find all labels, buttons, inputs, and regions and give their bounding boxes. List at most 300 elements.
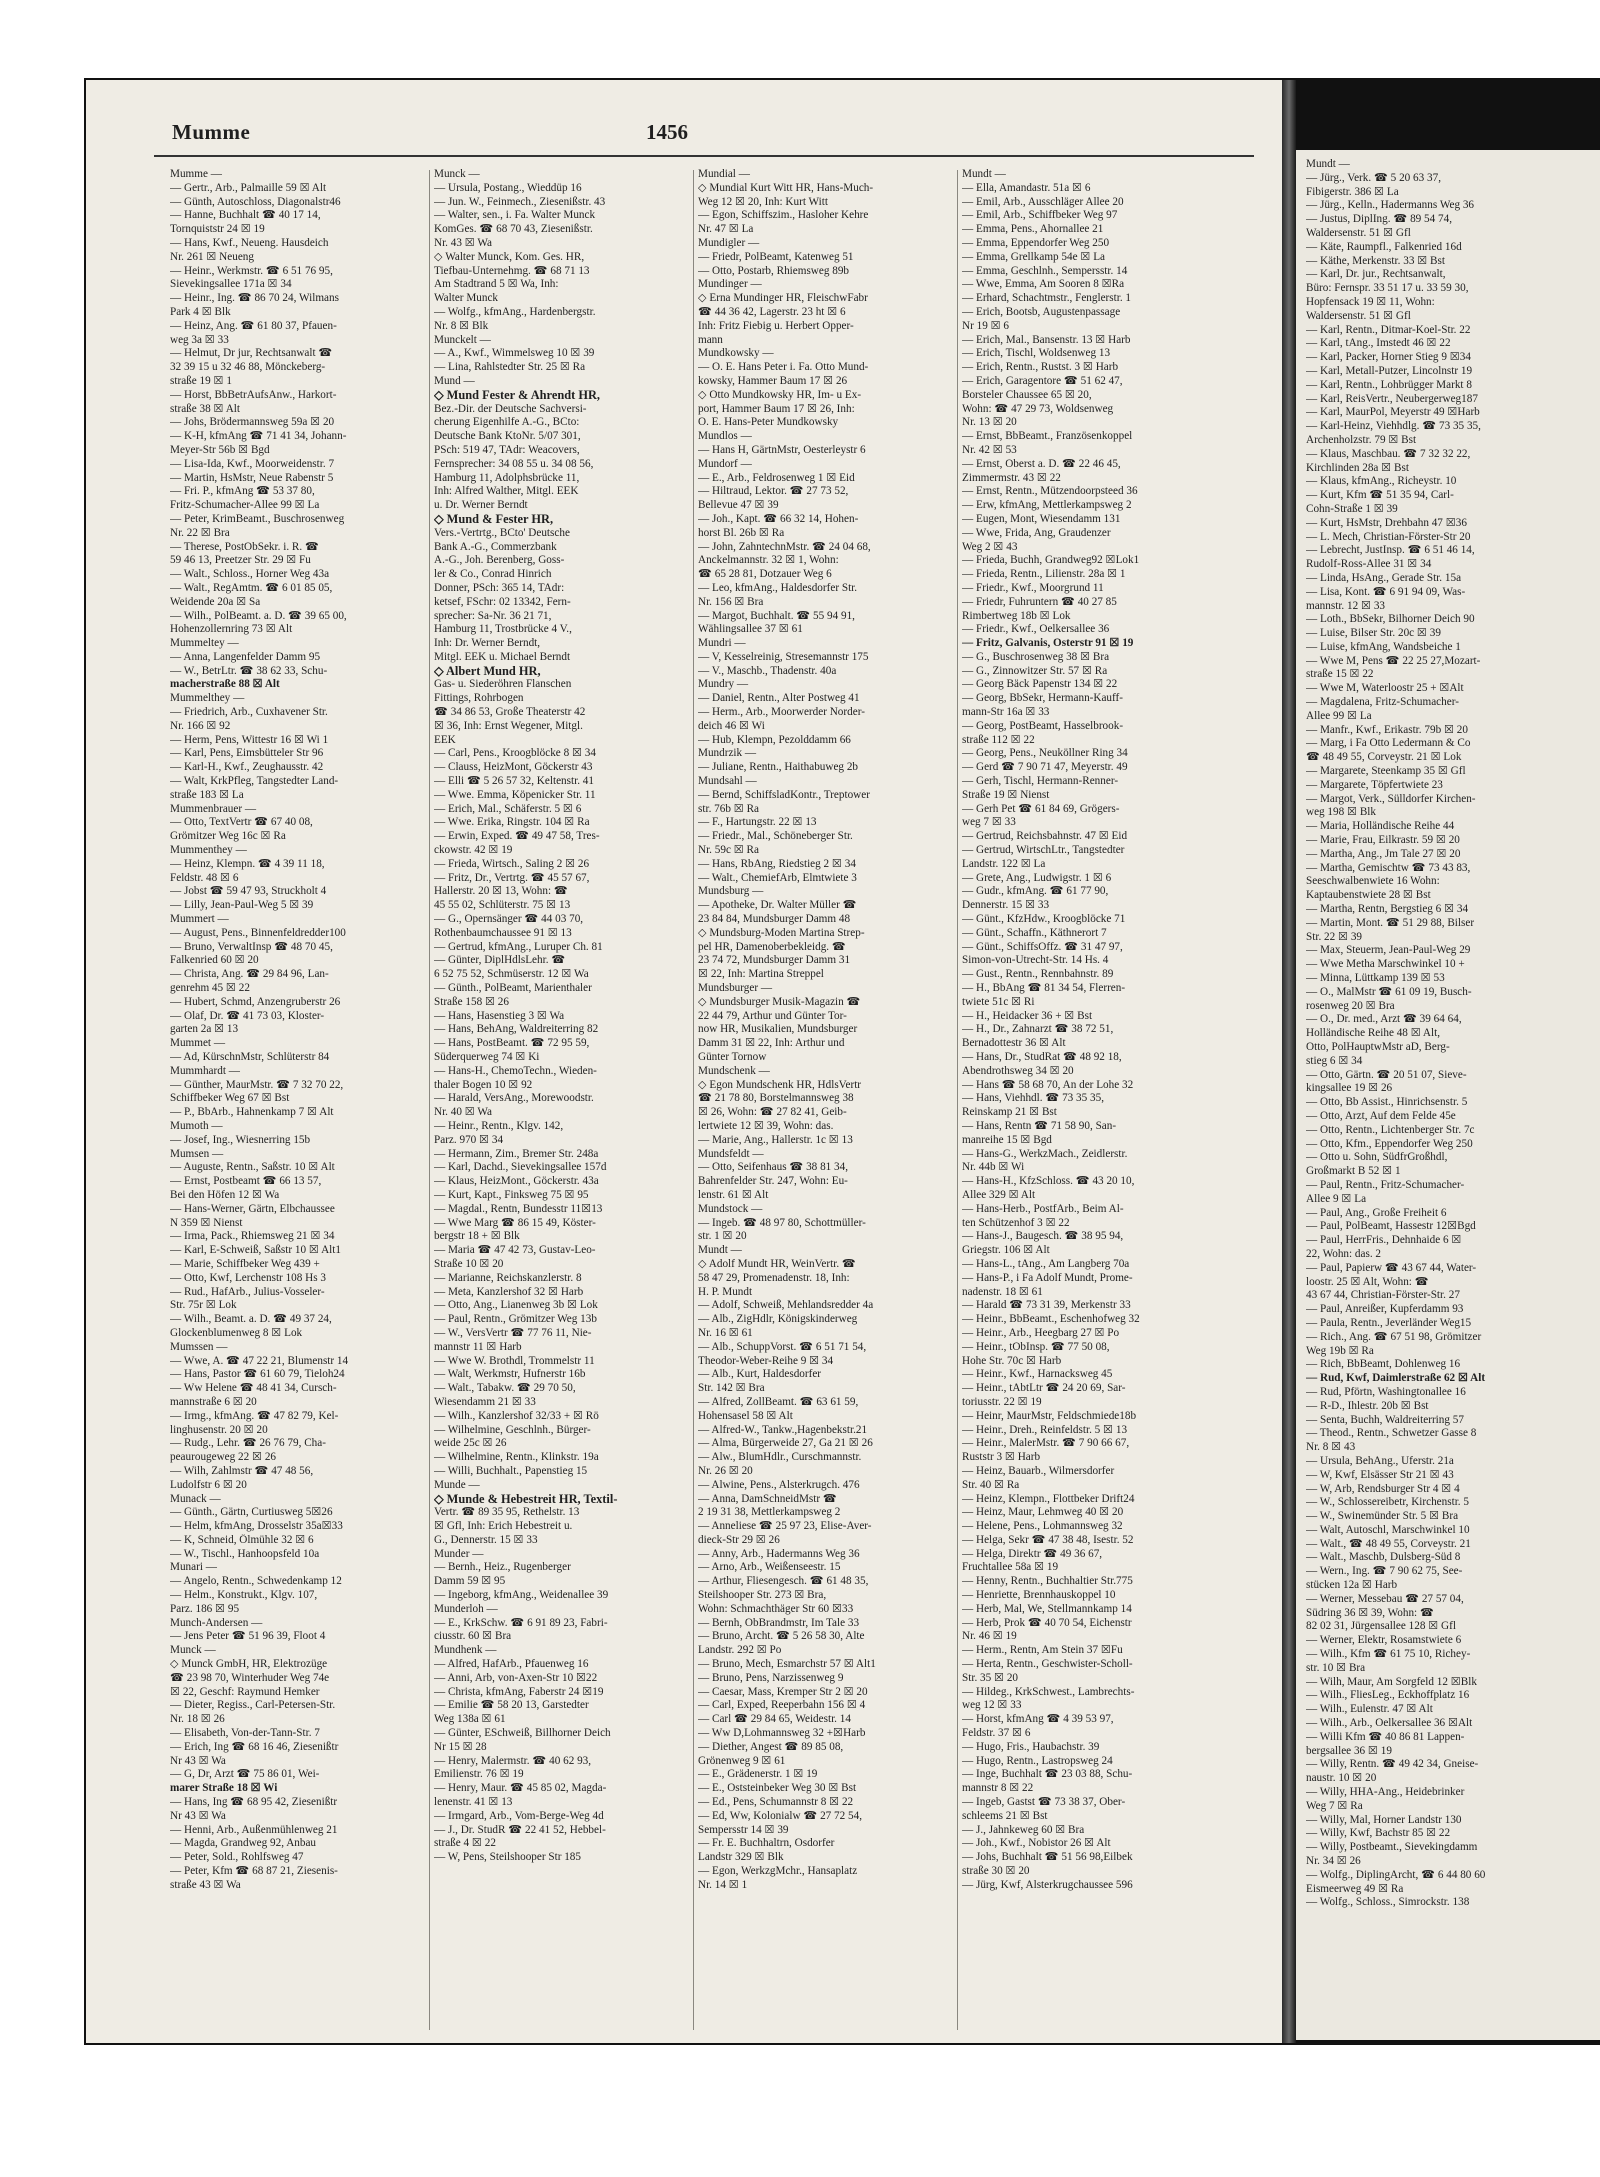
directory-line: Großmarkt B 52 ☒ 1: [1306, 1165, 1401, 1178]
directory-line: — Lisa-Ida, Kwf., Moorweidenstr. 7: [170, 457, 335, 470]
directory-line: — Wwe. Emma, Köpenicker Str. 11: [434, 788, 596, 801]
directory-line: — Karl, Dr. jur., Rechtsanwalt,: [1306, 268, 1446, 281]
directory-line: — Wwe M, Pens ☎ 22 25 27,Mozart-: [1306, 654, 1481, 667]
directory-line: port, Hammer Baum 17 ☒ 26, Inh:: [698, 402, 855, 415]
directory-line: — Henny, Rentn., Buchhaltier Str.775: [962, 1575, 1133, 1588]
directory-line: — H., Heidacker 36 + ☒ Bst: [962, 1009, 1093, 1022]
directory-line: — Ad, KürschnMstr, Schlüterstr 84: [170, 1051, 330, 1063]
directory-line: Grömitzer Weg 16c ☒ Ra: [170, 830, 286, 843]
directory-line: Munch-Andersen —: [170, 1616, 263, 1629]
directory-line: — Johs, Brödermannsweg 59a ☒ 20: [170, 416, 335, 429]
directory-line: marer Straße 18 ☒ Wi: [170, 1782, 278, 1795]
directory-line: — Karl, Dachd., Sievekingsallee 157d: [434, 1161, 607, 1174]
directory-line: — O., MalMstr ☎ 61 09 19, Busch-: [1306, 985, 1472, 998]
directory-line: ten Schützenhof 3 ☒ 22: [962, 1216, 1070, 1229]
directory-line: Ruststr 3 ☒ Harb: [962, 1451, 1041, 1464]
directory-line: ciusstr. 60 ☒ Bra: [434, 1630, 512, 1643]
directory-line: — Anneliese ☎ 25 97 23, Elise-Aver-: [698, 1520, 872, 1533]
directory-line: ◇ Munck GmbH, HR, Elektrozüge: [170, 1658, 328, 1671]
directory-line: Mundorf —: [698, 457, 752, 470]
directory-line: — Walt., Maschb, Dulsberg-Süd 8: [1306, 1551, 1461, 1564]
directory-line: — Wwe Metha Marschwinkel 10 +: [1306, 958, 1465, 971]
directory-line: — Heinr, MaurMstr, Feldschmiede18b: [962, 1409, 1137, 1422]
directory-line: Feldstr. 48 ☒ 6: [170, 871, 239, 884]
directory-line: — Jürg., Kelln., Hadermanns Weg 36: [1306, 199, 1475, 212]
directory-line: str. 76b ☒ Ra: [698, 802, 759, 815]
directory-line: — Hugo, Fris., Haubachstr. 39: [962, 1740, 1100, 1753]
directory-line: — Kurt, Kapt., Finksweg 75 ☒ 95: [434, 1188, 589, 1201]
directory-line: — Herb, Mal, We, Stellmannkamp 14: [962, 1602, 1132, 1615]
directory-line: — Günter, DiplHdlsLehr. ☎: [434, 954, 566, 967]
directory-line: ler & Co., Conrad Hinrich: [434, 568, 552, 581]
directory-line: Nr. 47 ☒ La: [698, 223, 754, 236]
directory-line: — Alma, Bürgerweide 27, Ga 21 ☒ 26: [698, 1437, 873, 1450]
directory-line: Bez.-Dir. der Deutsche Sachversi-: [434, 402, 587, 415]
directory-line: — Otto, Bb Assist., Hinrichsenstr. 5: [1306, 1096, 1468, 1109]
directory-line: — Heinr., tObInsp. ☎ 77 50 08,: [962, 1340, 1110, 1353]
directory-line: ketsef, FSchr: 02 13342, Fern-: [434, 595, 571, 608]
directory-line: — E., Grädenerstr. 1 ☒ 19: [698, 1768, 818, 1781]
directory-line: — Wwe Marg ☎ 86 15 49, Köster-: [434, 1216, 596, 1229]
directory-line: — Alb., ZigHdlr, Königskinderweg: [698, 1313, 858, 1326]
directory-line: — Otto, Kwf, Lerchenstr 108 Hs 3: [170, 1271, 326, 1284]
directory-line: — Gerh Pet ☎ 61 84 69, Grögers-: [962, 802, 1120, 815]
directory-line: — Wwe W. Brothdl, Trommelstr 11: [434, 1354, 595, 1367]
directory-line: — Wilhelmine, Rentn., Klinkstr. 19a: [434, 1451, 599, 1464]
directory-line: pel HR, Damenoberbekleidg. ☎: [698, 940, 846, 953]
directory-line: — Harald ☎ 73 31 39, Merkenstr 33: [962, 1299, 1131, 1312]
directory-line: — Angelo, Rentn., Schwedenkamp 12: [170, 1575, 342, 1588]
directory-line: Nr. 34 ☒ 26: [1306, 1855, 1361, 1868]
directory-line: — Ingeb, Gastst ☎ 73 38 37, Ober-: [962, 1796, 1126, 1809]
directory-line: — Karl, Rentn., Ditmar-Koel-Str. 22: [1306, 323, 1471, 336]
directory-line: — Heinz, Ang. ☎ 61 80 37, Pfauen-: [170, 319, 337, 332]
directory-line: Mundstock —: [698, 1202, 763, 1215]
directory-line: — Gudr., kfmAng. ☎ 61 77 90,: [962, 885, 1109, 898]
directory-line: Ludolfstr 6 ☒ 20: [170, 1478, 247, 1491]
directory-line: Fernsprecher: 34 08 55 u. 34 08 56,: [434, 457, 594, 470]
directory-line: ckowstr. 42 ☒ 19: [434, 844, 513, 857]
directory-line: — Wilh., FliesLeg., Eckhoffplatz 16: [1306, 1689, 1470, 1702]
directory-line: Parz. 186 ☒ 95: [170, 1602, 240, 1615]
directory-line: sprecher: Sa-Nr. 36 21 71,: [434, 609, 552, 622]
directory-line: — Frieda, Buchh, Grandweg92 ☒Lok1: [962, 554, 1140, 567]
directory-line: — Wwe, Frida, Ang, Graudenzer: [962, 526, 1111, 539]
directory-line: Weg 2 ☒ 43: [962, 540, 1018, 553]
directory-line: Inh: Dr. Werner Berndt,: [434, 637, 541, 650]
directory-line: — John, ZahntechnMstr. ☎ 24 04 68,: [698, 540, 871, 553]
directory-line: — Hans, PostBeamt. ☎ 72 95 59,: [434, 1037, 590, 1050]
page-number: 1456: [646, 120, 688, 144]
directory-line: — Heinr., BbBeamt., Eschenhofweg 32: [962, 1313, 1140, 1326]
directory-line: — Wolfg., Schloss., Simrockstr. 138: [1306, 1896, 1470, 1909]
directory-line: — R-D., Ihlestr. 20b ☒ Bst: [1306, 1399, 1429, 1412]
directory-line: — H., BbAng ☎ 81 34 54, Flerren-: [962, 982, 1126, 995]
directory-line: — Günt., KfzHdw., Kroogblöcke 71: [962, 913, 1126, 926]
directory-line: — Erhard, Schachtmstr., Fenglerstr. 1: [962, 292, 1132, 305]
directory-line: kingsallee 19 ☒ 26: [1306, 1082, 1393, 1095]
directory-line: — Hans-Herb., PostfArb., Beim Al-: [962, 1202, 1124, 1215]
directory-line: — Paul, HerrFris., Dehnhaide 6 ☒: [1306, 1234, 1462, 1247]
directory-line: — V., Maschb., Thadenstr. 40a: [698, 664, 837, 677]
directory-line: Tornquiststr 24 ☒ 19: [170, 223, 265, 236]
directory-line: loostr. 25 ☒ Alt, Wohn: ☎: [1306, 1275, 1429, 1288]
directory-line: Straße 19 ☒ Nienst: [962, 788, 1050, 801]
directory-line: Munack —: [170, 1492, 221, 1505]
directory-line: — Wwe, A. ☎ 47 22 21, Blumenstr 14: [170, 1354, 349, 1367]
directory-line: Mumme —: [170, 168, 222, 180]
directory-line: — W., BetrLtr. ☎ 38 62 33, Schu-: [170, 664, 328, 677]
directory-line: schleems 21 ☒ Bst: [962, 1809, 1048, 1822]
directory-line: ☎ 44 36 42, Lagerstr. 23 ht ☒ 6: [698, 305, 846, 318]
directory-line: — Irmg., kfmAng. ☎ 47 82 79, Kel-: [170, 1409, 339, 1422]
directory-line: — Paula, Rentn., Jeverländer Weg15: [1306, 1316, 1472, 1329]
directory-line: — Christa, kfmAng, Faberstr 24 ☒19: [434, 1685, 604, 1698]
directory-line: — J., Dr. StudR ☎ 22 41 52, Hebbel-: [434, 1823, 606, 1836]
directory-line: — Willy, Kwf, Bachstr 85 ☒ 22: [1306, 1827, 1451, 1840]
directory-line: — Maria, Holländische Reihe 44: [1306, 820, 1455, 833]
directory-line: — Manfr., Kwf., Erikastr. 79b ☒ 20: [1306, 723, 1468, 736]
directory-line: — K, Schneid, Ölmühle 32 ☒ 6: [170, 1533, 314, 1546]
directory-line: — Lilly, Jean-Paul-Weg 5 ☒ 39: [170, 899, 314, 912]
directory-line: — Diether, Angest ☎ 89 85 08,: [698, 1740, 844, 1753]
directory-line: Nr. 156 ☒ Bra: [698, 595, 764, 608]
directory-line: — Wilhelmine, Geschlnh., Bürger-: [434, 1423, 591, 1436]
directory-line: — Emil, Arb., Ausschläger Allee 20: [962, 195, 1124, 208]
directory-line: Archenholzstr. 79 ☒ Bst: [1306, 433, 1417, 446]
directory-line: Munde —: [434, 1478, 480, 1491]
directory-line: bergstr 18 + ☒ Blk: [434, 1230, 520, 1243]
directory-line: — Günter, ESchweiß, Billhorner Deich: [434, 1727, 611, 1740]
column-2: [434, 168, 696, 2038]
directory-line: Mundt —: [962, 168, 1006, 180]
directory-line: str. 10 ☒ Bra: [1306, 1661, 1366, 1674]
directory-line: Mundhenk —: [434, 1644, 497, 1657]
directory-line: Nr. 46 ☒ 19: [962, 1630, 1017, 1643]
directory-line: — Alfred-W., Tankw.,Hagenbekstr.21: [698, 1423, 868, 1436]
directory-line: ◇ Mundsburger Musik-Magazin ☎: [698, 995, 861, 1008]
column-divider: [693, 170, 694, 2030]
directory-line: Munari —: [170, 1561, 217, 1574]
directory-line: Fittings, Rohrbogen: [434, 692, 524, 705]
directory-line: — Lebrecht, JustInsp. ☎ 6 51 46 14,: [1306, 544, 1475, 557]
directory-line: — Anna, DamSchneidMstr ☎: [698, 1492, 837, 1505]
directory-line: Hallerstr. 20 ☒ 13, Wohn: ☎: [434, 885, 568, 898]
directory-line: — Heinr., tAbtLtr ☎ 24 20 69, Sar-: [962, 1382, 1126, 1395]
directory-line: stücken 12a ☒ Harb: [1306, 1579, 1398, 1592]
directory-line: — Klaus, kfmAng., Richeystr. 10: [1306, 475, 1457, 488]
directory-line: Hohensasel 58 ☒ Alt: [698, 1409, 793, 1422]
directory-line: — F., Hartungstr. 22 ☒ 13: [698, 816, 817, 829]
directory-line: — Heinr., Kwf., Harnacksweg 45: [962, 1368, 1113, 1381]
directory-line: Mundial —: [698, 168, 750, 180]
directory-line: — Wilh., PolBeamt. a. D. ☎ 39 65 00,: [170, 609, 347, 622]
directory-line: Weg 19b ☒ Ra: [1306, 1344, 1374, 1357]
directory-line: garten 2a ☒ 13: [170, 1023, 239, 1036]
directory-line: — Jürg., Verk. ☎ 5 20 63 37,: [1306, 171, 1442, 184]
directory-line: O. E. Hans-Peter Mundkowsky: [698, 416, 839, 429]
directory-line: — Paul, Ang., Große Freiheit 6: [1306, 1206, 1447, 1219]
directory-line: Allee 99 ☒ La: [1306, 709, 1372, 722]
directory-line: — Willy, Mal, Horner Landstr 130: [1306, 1813, 1462, 1826]
directory-line: — Günth., PolBeamt, Marienthaler: [434, 982, 592, 995]
directory-line: 59 46 13, Preetzer Str. 29 ☒ Fu: [170, 554, 311, 567]
directory-line: Reinskamp 21 ☒ Bst: [962, 1106, 1057, 1119]
directory-line: — Hans-Werner, Gärtn, Elbchaussee: [170, 1202, 335, 1215]
directory-line: — Daniel, Rentn., Alter Postweg 41: [698, 692, 860, 705]
directory-line: — Paul, Anreißer, Kupferdamm 93: [1306, 1303, 1464, 1316]
directory-line: linghusenstr. 20 ☒ 20: [170, 1423, 268, 1436]
directory-line: — Johs, Buchhalt ☎ 51 56 98,Eilbek: [962, 1851, 1133, 1864]
directory-line: — Heinr., Werkmstr. ☎ 6 51 76 95,: [170, 264, 333, 277]
directory-line: Munder —: [434, 1547, 484, 1560]
directory-line: Nr. 42 ☒ 53: [962, 443, 1017, 456]
directory-line: — Erich, Rentn., Rustst. 3 ☒ Harb: [962, 361, 1119, 374]
directory-line: G., Dennerstr. 15 ☒ 33: [434, 1533, 538, 1546]
directory-line: — Bernh, ObBrandmstr, Im Tale 33: [698, 1616, 860, 1629]
directory-line: Günter Tornow: [698, 1051, 767, 1063]
directory-line: 43 67 44, Christian-Förster-Str. 27: [1306, 1289, 1460, 1302]
directory-line: — Otto, Gärtn. ☎ 20 51 07, Sieve-: [1306, 1068, 1467, 1081]
directory-line: — Joh., Kapt. ☎ 66 32 14, Hohen-: [698, 512, 859, 525]
directory-line: Mundigler —: [698, 236, 760, 249]
directory-line: Seeschwalbenwiete 16 Wohn:: [1306, 875, 1440, 888]
directory-line: ◇ Walter Munck, Kom. Ges. HR,: [434, 250, 585, 263]
directory-line: Nr. 8 ☒ 43: [1306, 1441, 1356, 1454]
directory-line: — Heinr., Dreh., Reinfeldstr. 5 ☒ 13: [962, 1423, 1128, 1436]
directory-line: lertwiete 12 ☒ 39, Wohn: das.: [698, 1119, 834, 1132]
directory-line: — Willy, Rentn. ☎ 49 42 34, Gneise-: [1306, 1758, 1479, 1771]
directory-line: — Heinr., Ing. ☎ 86 70 24, Wilmans: [170, 292, 339, 305]
directory-line: — Peter, Sold., Rohlfsweg 47: [170, 1851, 304, 1864]
directory-line: deich 46 ☒ Wi: [698, 719, 765, 732]
directory-line: — Henry, Maur. ☎ 45 85 02, Magda-: [434, 1782, 607, 1795]
directory-line: — Erwin, Exped. ☎ 49 47 58, Tres-: [434, 830, 600, 843]
header-rule: [154, 155, 1254, 157]
directory-line: KomGes. ☎ 68 70 43, Ziesenißstr.: [434, 223, 593, 236]
directory-line: Süderquerweg 74 ☒ Ki: [434, 1051, 540, 1063]
directory-line: — Egon, Schiffszim., Hasloher Kehre: [698, 209, 869, 222]
directory-line: — Rich, BbBeamt, Dohlenweg 16: [1306, 1358, 1461, 1371]
directory-line: — Anny, Arb., Hadermanns Weg 36: [698, 1547, 860, 1560]
directory-line: Vertr. ☎ 89 35 95, Rethelstr. 13: [434, 1506, 580, 1519]
directory-line: Hamburg 11, Trostbrücke 4 V.,: [434, 623, 572, 636]
directory-line: Anckelmannstr. 32 ☒ 1, Wohn:: [698, 554, 839, 567]
directory-line: Nr. 8 ☒ Blk: [434, 319, 489, 332]
directory-line: straße 38 ☒ Alt: [170, 402, 240, 415]
directory-line: twiete 51c ☒ Ri: [962, 995, 1035, 1008]
directory-line: Südring 36 ☒ 39, Wohn: ☎: [1306, 1606, 1434, 1619]
directory-line: — Ingeborg, kfmAng., Weidenallee 39: [434, 1589, 609, 1602]
directory-line: — W., Tischl., Hanhoopsfeld 10a: [170, 1547, 320, 1560]
directory-line: — Georg, PostBeamt, Hasselbrook-: [962, 719, 1124, 732]
directory-line: Mumoth —: [170, 1119, 223, 1132]
directory-line: — Hans H, GärtnMstr, Oesterleystr 6: [698, 443, 866, 456]
directory-line: mannstr. 12 ☒ 33: [1306, 599, 1386, 612]
directory-line: — V, Kesselreinig, Stresemannstr 175: [698, 650, 869, 663]
directory-line: Mundt —: [1306, 158, 1350, 170]
running-header-name: Mumme: [172, 120, 251, 144]
directory-line: — Christa, Ang. ☎ 29 84 96, Lan-: [170, 968, 329, 981]
directory-line: — Kurt, Kfm ☎ 51 35 94, Carl-: [1306, 489, 1454, 502]
directory-line: — Martin, Mont. ☎ 51 29 88, Bilser: [1306, 916, 1475, 929]
directory-line: — Walt, KrkPfleg, Tangstedter Land-: [170, 775, 339, 788]
directory-line: Steilshooper Str. 273 ☒ Bra,: [698, 1589, 827, 1602]
directory-line: — Willy, Postbeamt., Sievekingdamm: [1306, 1841, 1478, 1854]
directory-line: Str. 142 ☒ Bra: [698, 1382, 765, 1395]
directory-line: Mundsfeldt —: [698, 1147, 764, 1160]
directory-line: cherung Eigenhilfe A.-G., BCto:: [434, 416, 580, 429]
directory-line: mannstr 11 ☒ Harb: [434, 1340, 522, 1353]
column-5: [1306, 158, 1596, 2028]
directory-line: Mummeltey —: [170, 637, 239, 650]
directory-line: — Bruno, VerwaltInsp ☎ 48 70 45,: [170, 940, 333, 953]
directory-line: Gas- u. Siederöhren Flanschen: [434, 678, 572, 691]
directory-line: Deutsche Bank KtoNr. 5/07 301,: [434, 430, 581, 443]
directory-line: — Magdal., Rentn, Bundesstr 11☒13: [434, 1202, 603, 1215]
scan-background-top: [0, 0, 1600, 78]
directory-line: Mundsahl —: [698, 775, 757, 788]
directory-line: Parz. 970 ☒ 34: [434, 1133, 504, 1146]
directory-line: Hopfensack 19 ☒ 11, Wohn:: [1306, 295, 1435, 308]
directory-line: — Carl, Pens., Kroogblöcke 8 ☒ 34: [434, 747, 596, 760]
directory-line: Nr. 261 ☒ Neueng: [170, 250, 254, 263]
directory-line: — Käte, Raumpfl., Falkenried 16d: [1306, 240, 1462, 253]
directory-line: Zimmermstr. 43 ☒ 22: [962, 471, 1061, 484]
directory-line: 6 52 75 52, Schmüserstr. 12 ☒ Wa: [434, 968, 589, 981]
directory-line: — Günther, MaurMstr. ☎ 7 32 70 22,: [170, 1078, 344, 1091]
directory-line: Mummenbrauer —: [170, 802, 257, 815]
directory-line: — Fri. P., kfmAng ☎ 53 37 80,: [170, 485, 315, 498]
directory-line: — Herb, Prok ☎ 40 70 54, Eichenstr: [962, 1616, 1132, 1629]
directory-line: — Marie, Frau, Eilkrastr. 59 ☒ 20: [1306, 834, 1460, 847]
directory-line: — J., Jahnkeweg 60 ☒ Bra: [962, 1823, 1085, 1836]
directory-line: — Hans, Ing ☎ 68 95 42, Ziesenißtr: [170, 1796, 338, 1809]
directory-line: — Magdalena, Fritz-Schumacher-: [1306, 696, 1459, 709]
column-1: [170, 168, 432, 2038]
directory-line: — Heinr., MalerMstr. ☎ 7 90 66 67,: [962, 1437, 1130, 1450]
directory-line: — Ella, Amandastr. 51a ☒ 6: [962, 181, 1091, 194]
directory-line: Schiffbeker Weg 67 ☒ Bst: [170, 1092, 290, 1105]
directory-line: — Wilh., Eulenstr. 47 ☒ Alt: [1306, 1703, 1433, 1716]
directory-line: — Karl-Heinz, Viehhdlg. ☎ 73 35 35,: [1306, 420, 1481, 433]
directory-line: Weidende 20a ☒ Sa: [170, 595, 261, 608]
directory-line: Hohe Str. 70c ☒ Harb: [962, 1354, 1062, 1367]
directory-line: ◇ Mund Fester & Ahrendt HR,: [434, 388, 601, 402]
directory-line: ◇ Egon Mundschenk HR, HdlsVertr: [698, 1078, 862, 1091]
directory-line: — Käthe, Merkenstr. 33 ☒ Bst: [1306, 254, 1445, 267]
directory-line: — Justus, DiplIng. ☎ 89 54 74,: [1306, 213, 1453, 226]
directory-line: Mundri —: [698, 637, 746, 650]
directory-line: — Frieda, Wirtsch., Saling 2 ☒ 26: [434, 857, 590, 870]
directory-line: Feldstr. 37 ☒ 6: [962, 1727, 1031, 1740]
directory-line: — Georg, Pens., Neuköllner Ring 34: [962, 747, 1128, 760]
directory-line: — Heinz, Bauarb., Wilmersdorfer: [962, 1464, 1115, 1477]
directory-line: — Heinz, Klempn. ☎ 4 39 11 18,: [170, 857, 325, 870]
directory-line: ☎ 21 78 80, Borstelmannsweg 38: [698, 1092, 854, 1105]
directory-line: — Karl, Packer, Horner Stieg 9 ☒34: [1306, 351, 1471, 364]
directory-line: — Otto, Postarb, Rhiemsweg 89b: [698, 264, 850, 277]
directory-line: — Herm., Arb., Moorwerder Norder-: [698, 706, 865, 719]
directory-line: Mundry —: [698, 678, 749, 691]
directory-line: Bellevue 47 ☒ 39: [698, 499, 779, 512]
directory-line: straße 43 ☒ Wa: [170, 1878, 241, 1891]
directory-line: — Erw, kfmAng, Mettlerkampsweg 2: [962, 499, 1132, 512]
directory-line: Walter Munck: [434, 292, 499, 305]
directory-line: — Walt, Autoschl, Marschwinkel 10: [1306, 1523, 1470, 1536]
directory-line: — Georg, BbSekr, Hermann-Kauff-: [962, 692, 1124, 705]
directory-line: — Ernst, BbBeamt., Französenkoppel: [962, 430, 1133, 443]
directory-line: — Dieter, Regiss., Carl-Petersen-Str.: [170, 1699, 336, 1712]
directory-line: — Magda, Grandweg 92, Anbau: [170, 1837, 317, 1850]
directory-line: — Bruno, Pens, Narzissenweg 9: [698, 1671, 844, 1684]
directory-line: Wiesendamm 21 ☒ 33: [434, 1395, 536, 1408]
directory-line: — Ernst, Postbeamt ☎ 66 13 57,: [170, 1175, 322, 1188]
directory-line: ◇ Mundial Kurt Witt HR, Hans-Much-: [698, 181, 874, 194]
directory-line: Str. 35 ☒ 20: [962, 1671, 1019, 1684]
directory-line: — W, Pens, Steilshooper Str 185: [434, 1851, 581, 1864]
directory-line: 45 55 02, Schlüterstr. 75 ☒ 13: [434, 899, 571, 912]
directory-line: — Ernst, Oberst a. D. ☎ 22 46 45,: [962, 457, 1121, 470]
directory-line: — Wwe, Emma, Am Sooren 8 ☒Ra: [962, 278, 1125, 291]
directory-line: — Wwe M, Waterloostr 25 + ☒Alt: [1306, 682, 1464, 695]
directory-line: Dennerstr. 15 ☒ 33: [962, 899, 1050, 912]
directory-line: — Eugen, Mont, Wiesendamm 131: [962, 512, 1121, 525]
directory-line: — Friedrich, Arb., Cuxhavener Str.: [170, 706, 328, 719]
directory-line: — Hubert, Schmd, Anzengruberstr 26: [170, 995, 341, 1008]
directory-line: — Alfred, ZollBeamt. ☎ 63 61 59,: [698, 1395, 859, 1408]
directory-line: — W., Schlossereibetr, Kirchenstr. 5: [1306, 1496, 1469, 1509]
directory-line: weg 198 ☒ Blk: [1306, 806, 1377, 819]
directory-line: — Wilh., Kanzlershof 32/33 + ☒ Rö: [434, 1409, 599, 1422]
directory-line: — Karl, Rentn., Lohbrügger Markt 8: [1306, 378, 1472, 391]
directory-line: — Margot, Buchhalt. ☎ 55 94 91,: [698, 609, 855, 622]
directory-line: Donner, PSch: 365 14, TAdr:: [434, 581, 565, 594]
directory-line: now HR, Musikalien, Mundsburger: [698, 1023, 858, 1036]
directory-line: — Ursula, Postang., Wieddüp 16: [434, 181, 582, 194]
directory-line: — Margarete, Steenkamp 35 ☒ Gfl: [1306, 765, 1466, 778]
directory-line: — Lina, Rahlstedter Str. 25 ☒ Ra: [434, 361, 586, 374]
directory-line: Mumssen —: [170, 1340, 228, 1353]
directory-line: — Walt, Werkmstr, Hufnerstr 16b: [434, 1368, 586, 1381]
directory-line: — O., Dr. med., Arzt ☎ 39 64 64,: [1306, 1013, 1462, 1026]
directory-line: Tiefbau-Unternehmg. ☎ 68 71 13: [434, 264, 590, 277]
directory-line: — Wilh, Maur, Am Sorgfeld 12 ☒Blk: [1306, 1675, 1477, 1688]
directory-line: Weg 12 ☒ 20, Inh: Kurt Witt: [698, 195, 828, 208]
directory-line: — Otto u. Sohn, SüdfrGroßhdl,: [1306, 1151, 1448, 1164]
directory-line: mannstraße 6 ☒ 20: [170, 1395, 257, 1408]
directory-line: — Senta, Buchh, Waldreiterring 57: [1306, 1413, 1464, 1426]
directory-line: Nr 15 ☒ 28: [434, 1740, 487, 1753]
directory-line: — Ingeb. ☎ 48 97 80, Schottmüller-: [698, 1216, 866, 1229]
directory-line: — Wern., Ing. ☎ 7 90 62 75, See-: [1306, 1565, 1463, 1578]
directory-line: — Martha, Gemischtw ☎ 73 43 83,: [1306, 861, 1471, 874]
directory-line: — Wilh., Kfm ☎ 61 75 10, Richey-: [1306, 1648, 1471, 1661]
directory-line: ☎ 48 49 55, Corveystr. 21 ☒ Lok: [1306, 751, 1462, 764]
directory-line: — Marg, i Fa Otto Ledermann & Co: [1306, 737, 1471, 750]
directory-line: — Alw., BlumHdlr., Curschmannstr.: [698, 1451, 862, 1464]
directory-line: — Apotheke, Dr. Walter Müller ☎: [698, 899, 857, 912]
directory-line: — Friedr, PolBeamt, Katenweg 51: [698, 250, 854, 263]
directory-line: — Hugo, Rentn., Lastropsweg 24: [962, 1754, 1113, 1767]
directory-line: Hamburg 11, Adolphsbrücke 11,: [434, 471, 580, 484]
directory-line: Sievekingsallee 171a ☒ 34: [170, 278, 292, 291]
directory-line: mann: [698, 333, 723, 346]
directory-line: 82 02 31, Jürgensallee 128 ☒ Gfl: [1306, 1620, 1456, 1633]
directory-line: Nr 43 ☒ Wa: [170, 1809, 226, 1822]
directory-line: Emilienstr. 76 ☒ 19: [434, 1768, 524, 1781]
directory-page: [86, 80, 1282, 2043]
